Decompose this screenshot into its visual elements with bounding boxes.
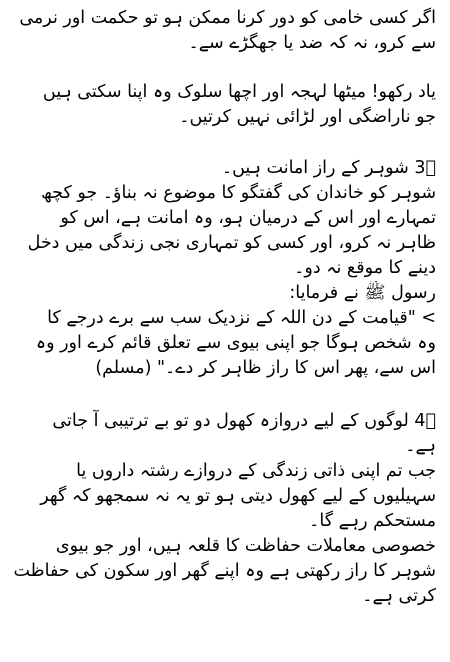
text-line: رسول ﷺ نے فرمایا: — [289, 283, 436, 303]
text-line: اگر کسی خامی کو دور کرنا ممکن ہو تو حکمت اور نرمی — [19, 8, 436, 28]
quote-line: اس سے، پھر اس کا راز ظاہر کر دے۔" (مسلم) — [95, 358, 436, 378]
paragraph-spacer — [14, 56, 436, 80]
quote-line: وہ شخص ہوگا جو اپنی بیوی سے تعلق قائم کرے اور وہ — [35, 333, 436, 353]
text-line: دینے کا موقع نہ دو۔ — [294, 258, 436, 278]
quote-line: > "قیامت کے دن اللہ کے نزدیک سب سے برے درجے کا — [47, 308, 436, 328]
text-line: شوہر کا راز رکھتی ہے وہ اپنے گھر اور سکون کی حفاظت — [14, 561, 436, 581]
paragraph-spacer — [14, 381, 436, 405]
text-line: جو ناراضگی اور لڑائی نہیں کرتیں۔ — [179, 107, 436, 127]
text-line: ہے۔ — [405, 436, 436, 456]
section-heading-4: 4⃣ لوگوں کے لیے دروازہ کھول دو تو بے ترتیبی آ جاتی — [52, 411, 436, 431]
text-line: تمہارے اور اس کے درمیان ہو، وہ امانت ہے، اس کو — [60, 208, 436, 228]
section-heading-3: 3⃣ شوہر کے راز امانت ہیں۔ — [221, 158, 436, 178]
paragraph-1 — [14, 6, 436, 56]
text-line: خصوصی معاملات حفاظت کا قلعہ ہیں، اور جو بیوی — [55, 536, 436, 556]
text-line: سہیلیوں کے لیے کھول دیتی ہو تو یہ نہ سمجھو کہ گھر — [40, 486, 436, 506]
text-line: کرتی ہے۔ — [362, 586, 436, 606]
text-line: یاد رکھو! میٹھا لہجہ اور اچھا سلوک وہ اپنا سکتی ہیں — [42, 82, 436, 102]
paragraph-3-secrets — [14, 156, 436, 381]
text-line: مستحکم رہے گا۔ — [309, 511, 436, 531]
text-line: ظاہر نہ کرو، اور کسی کو تمہاری نجی زندگی میں دخل — [27, 233, 436, 253]
text-line: جب تم اپنی ذاتی زندگی کے دروازے رشتہ داروں یا — [76, 461, 436, 481]
text-line: سے کرو، نہ کہ ضد یا جھگڑے سے۔ — [188, 33, 436, 53]
paragraph-4-doors — [14, 409, 436, 609]
paragraph-spacer — [14, 130, 436, 154]
text-line: شوہر کو خاندان کی گفتگو کا موضوع نہ بناؤ۔ جو کچھ — [41, 183, 436, 203]
paragraph-2 — [14, 80, 436, 130]
